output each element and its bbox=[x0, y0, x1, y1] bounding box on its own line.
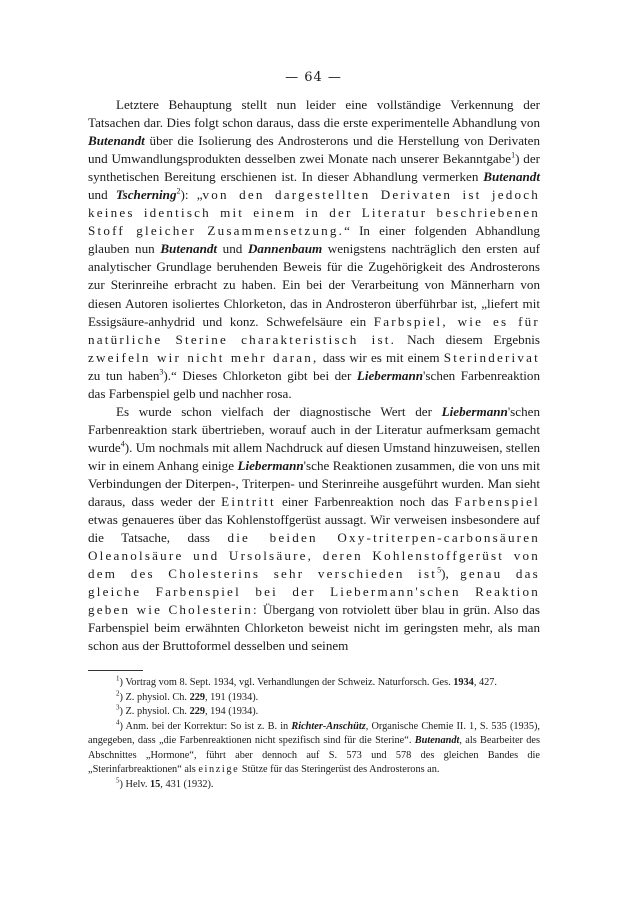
footnote-marker: 4 bbox=[116, 718, 120, 727]
text-run: ), bbox=[441, 566, 461, 582]
text-run: ) Z. physiol. Ch. bbox=[119, 706, 190, 717]
text-run: und bbox=[217, 241, 248, 257]
text-run: einer Farbenreaktion noch das bbox=[275, 494, 455, 510]
footnote-marker: 5 bbox=[116, 776, 120, 785]
emphasized-text: Eintritt bbox=[221, 494, 276, 510]
volume-number: 1934 bbox=[453, 677, 474, 688]
text-run: zu tun haben bbox=[88, 367, 160, 383]
text-run: , 431 (1932). bbox=[160, 778, 214, 790]
body-text bbox=[88, 96, 540, 655]
footnote-marker: 3 bbox=[159, 367, 164, 377]
paragraph bbox=[88, 96, 540, 403]
footnote-marker: 5 bbox=[437, 565, 442, 575]
author-name: Liebermann bbox=[441, 403, 508, 419]
text-run: , 191 (1934). bbox=[205, 691, 259, 703]
page-number: — 64 — bbox=[285, 70, 342, 85]
footnote-marker: 2 bbox=[176, 186, 181, 196]
text-run: 'schen Farbenreaktion das Farbenspiel gelb und nachher rosa. bbox=[88, 367, 540, 401]
author-name: Butenandt bbox=[414, 735, 460, 746]
author-name: Liebermann bbox=[356, 367, 424, 383]
text-run: “ In einer folgenden Abhandlung glauben nun bbox=[88, 223, 540, 257]
paragraph bbox=[88, 403, 540, 656]
emphasized-text: einzige bbox=[198, 764, 240, 775]
text-run: ): „ bbox=[180, 187, 203, 203]
author-name: Tscherning bbox=[115, 187, 177, 203]
footnote-divider bbox=[88, 670, 143, 671]
footnote-marker: 1 bbox=[116, 674, 120, 683]
footnote bbox=[88, 676, 540, 691]
volume-number: 229 bbox=[189, 691, 206, 703]
emphasized-text: genau das gleiche Farbenspiel bei der Liebermann'schen Reaktion geben wie Cholesterin: bbox=[88, 566, 540, 618]
author-name: Richter-Anschütz bbox=[291, 720, 366, 732]
emphasized-text: Farbspiel, wie es für natürliche Sterine charakteristisch ist. bbox=[88, 313, 540, 347]
footnote bbox=[88, 720, 540, 778]
footnote-marker: 3 bbox=[116, 703, 120, 712]
volume-number: 15 bbox=[150, 778, 161, 790]
emphasized-text: Sterinderivat bbox=[443, 349, 540, 365]
volume-number: 229 bbox=[189, 706, 206, 717]
author-name: Butenandt bbox=[160, 241, 218, 257]
text-run: und bbox=[88, 187, 116, 203]
text-run: etwas genaueres über das Kohlenstoffgerüst aussagt. Wir verweisen insbesondere auf die Tatsache, dass bbox=[88, 512, 540, 546]
emphasized-text: die beiden Oxy-triterpen-carbonsäuren Oleanolsäure und Ursolsäure, deren Kohlenstoffgerüst von dem des Cholesterins sehr verschieden ist bbox=[88, 530, 541, 582]
text-run: ). Um nochmals mit allem Nachdruck auf diesen Umstand hinzuweisen, stellen wir in einem Anhang einige bbox=[88, 439, 540, 473]
text-run: Letztere Behauptung stellt nun leider eine vollständige Verkennung der Tatsachen dar. Dies folgt schon daraus, dass die erste experimentelle Abhandlung von bbox=[88, 97, 540, 131]
text-run: ) der synthetischen Bereitung erschienen ist. In dieser Abhandlung vermerken bbox=[88, 151, 540, 185]
footnote bbox=[88, 705, 540, 720]
footnote-marker: 2 bbox=[116, 689, 120, 698]
text-run: wenigstens nachträglich den ersten auf analytischer Grundlage beruhenden Beweis für die Zugehörigkeit des Androsterons zur Sterinreihe erbracht zu haben. Ein bei der Verarbeitung von Männerharn von diesen Autoren isoliertes Chlorketon, das in Androsteron überführbar ist, „liefert mit Essigsäure-anhydrid und konz. Schwefelsäure ein bbox=[88, 241, 540, 329]
author-name: Butenandt bbox=[483, 169, 540, 185]
text-run: dass wir es mit einem bbox=[318, 349, 444, 365]
text-run: , Organische Chemie II. 1, S. 535 (1935), angegeben, dass „die Farbenreaktionen nicht spezifisch sind für die Sterine“. bbox=[88, 720, 540, 746]
footnote-marker: 1 bbox=[511, 150, 516, 160]
footnote bbox=[88, 778, 540, 793]
text-run: Stütze für das Steringerüst des Androsterons an. bbox=[239, 764, 440, 775]
text-run: über die Isolierung des Androsterons und die Herstellung von Derivaten und Umwandlungsprodukten desselben zwei Monate nach unserer Bekanntgabe bbox=[88, 133, 540, 167]
author-name: Dannenbaum bbox=[247, 241, 323, 257]
footnote-marker: 4 bbox=[120, 439, 125, 449]
footnote bbox=[88, 691, 540, 706]
text-run: , 427. bbox=[473, 677, 497, 688]
text-run: , als Bearbeiter des Abschnittes „Hormone“, führt aber dennoch auf S. 573 und 578 des gleichen Bandes die „Sterinfarbreaktionen“ als bbox=[88, 735, 541, 775]
text-run: Nach diesem Ergebnis bbox=[396, 331, 540, 347]
text-run: ) Z. physiol. Ch. bbox=[119, 691, 190, 703]
author-name: Butenandt bbox=[88, 133, 145, 149]
emphasized-text: zweifeln wir nicht mehr daran, bbox=[88, 349, 319, 365]
text-run: ) Vortrag vom 8. Sept. 1934, vgl. Verhandlungen der Schweiz. Naturforsch. Ges. bbox=[119, 677, 454, 688]
text-run: 'schen Farbenreaktion stark übertrieben, worauf auch in der Literatur aufmerksam gemacht wurde bbox=[88, 403, 540, 455]
text-run: , 194 (1934). bbox=[205, 706, 259, 717]
text-run: ) Helv. bbox=[119, 778, 150, 790]
text-run: ) Anm. bei der Korrektur: So ist z. B. in bbox=[119, 720, 292, 732]
text-run: Übergang von rotviolett über blau in grün. Also das Farbenspiel beim erwähnten Chlorketon beweist nicht im geringsten mehr, als man schon aus der Bruttoformel desselben und seinem bbox=[88, 602, 540, 654]
text-run: ).“ Dieses Chlorketon gibt bei der bbox=[163, 367, 357, 383]
text-run: 'sche Reaktionen zusammen, die von uns mit Verbindungen der Diterpen-, Triterpen- und Sterinreihe ausgeführt wurden. Man sieht daraus, dass weder der bbox=[88, 457, 541, 510]
emphasized-text: Farbenspiel bbox=[454, 494, 541, 510]
text-run: Es wurde schon vielfach der diagnostische Wert der bbox=[116, 403, 442, 419]
footnotes bbox=[88, 676, 540, 792]
author-name: Liebermann bbox=[237, 457, 304, 473]
emphasized-text: von den dargestellten Derivaten ist jedoch keines identisch mit einem in der Literatur beschriebenen Stoff gleicher Zusammensetzung. bbox=[88, 187, 540, 239]
